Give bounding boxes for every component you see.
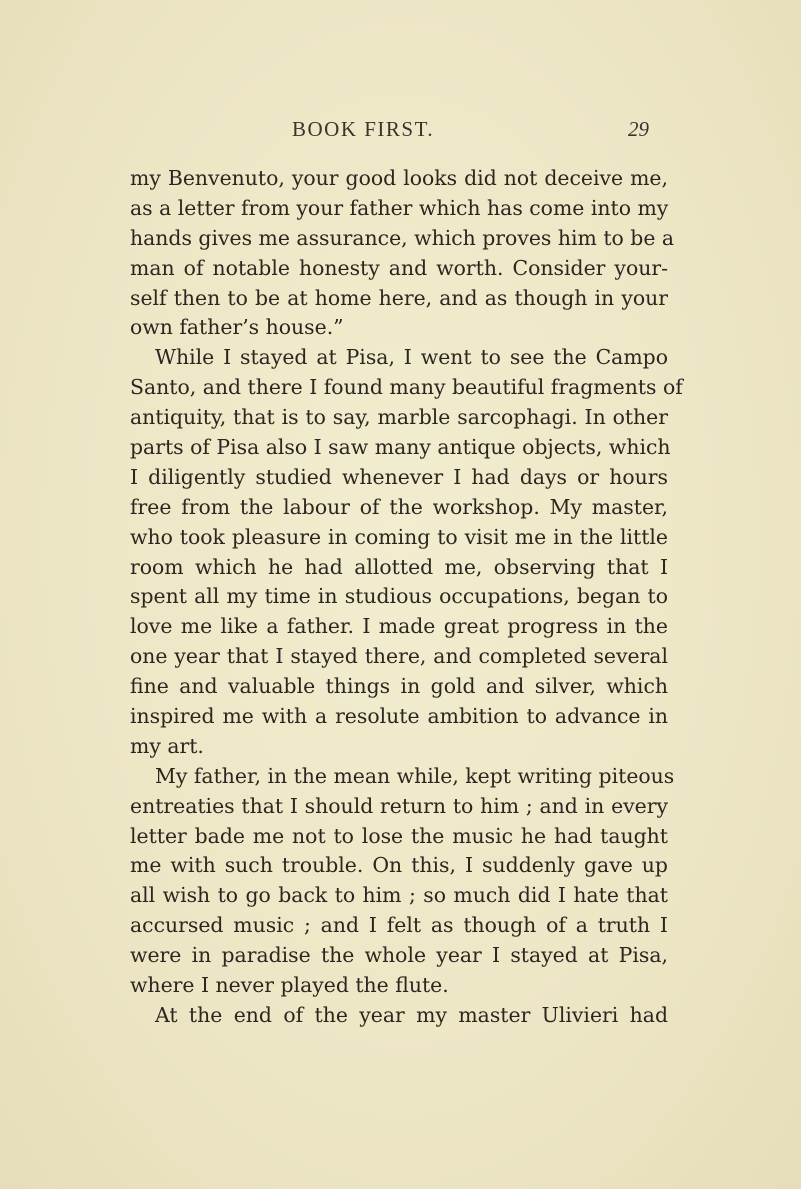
text-line: were in paradise the whole year I stayed at Pisa, [130, 943, 668, 968]
text-line: where I never played the flute. [130, 973, 449, 998]
running-head [0, 117, 801, 147]
text-line: entreaties that I should return to him ; and in every [130, 793, 668, 818]
text-line: letter bade me not to lose the music he had taught [130, 823, 668, 848]
text-line: I diligently studied whenever I had days or hours [130, 464, 668, 489]
text-line: all wish to go back to him ; so much did I hate that [130, 883, 668, 908]
text-line: room which he had allotted me, observing that I [130, 554, 668, 579]
text-line: my art. [130, 733, 204, 758]
text-line: me with such trouble. On this, I suddenly gave up [130, 853, 668, 878]
page-number: 29 [628, 117, 649, 141]
text-line: inspired me with a resolute ambition to advance in [130, 704, 668, 729]
text-line: While I stayed at Pisa, I went to see the Campo [155, 345, 668, 370]
text-line: as a letter from your father which has come into my [130, 195, 669, 220]
text-line: hands gives me assurance, which proves him to be a [130, 225, 675, 250]
text-line: who took pleasure in coming to visit me in the little [130, 524, 668, 549]
body-text [130, 164, 683, 1031]
text-line: My father, in the mean while, kept writing piteous [155, 763, 675, 788]
text-line: Santo, and there I found many beautiful fragments of [130, 375, 683, 400]
running-title: BOOK FIRST. [292, 117, 435, 141]
text-line: one year that I stayed there, and completed several [130, 644, 668, 669]
text-line: my Benvenuto, your good looks did not deceive me, [130, 166, 668, 190]
text-line: antiquity, that is to say, marble sarcophagi. In other [130, 405, 668, 430]
text-line: parts of Pisa also I saw many antique objects, which [130, 435, 671, 460]
text-line: spent all my time in studious occupations, began to [130, 584, 668, 609]
text-line: love me like a father. I made great progress in the [130, 614, 668, 639]
text-line: At the end of the year my master Ulivieri had [155, 1002, 668, 1027]
text-line: fine and valuable things in gold and silver, which [130, 674, 668, 699]
text-line: man of notable honesty and worth. Consider your- [130, 255, 668, 280]
text-line: self then to be at home here, and as though in your [130, 285, 668, 310]
text-line: free from the labour of the workshop. My master, [130, 494, 668, 519]
text-line: own father’s house.” [130, 315, 344, 340]
text-line: accursed music ; and I felt as though of a truth I [130, 913, 668, 938]
